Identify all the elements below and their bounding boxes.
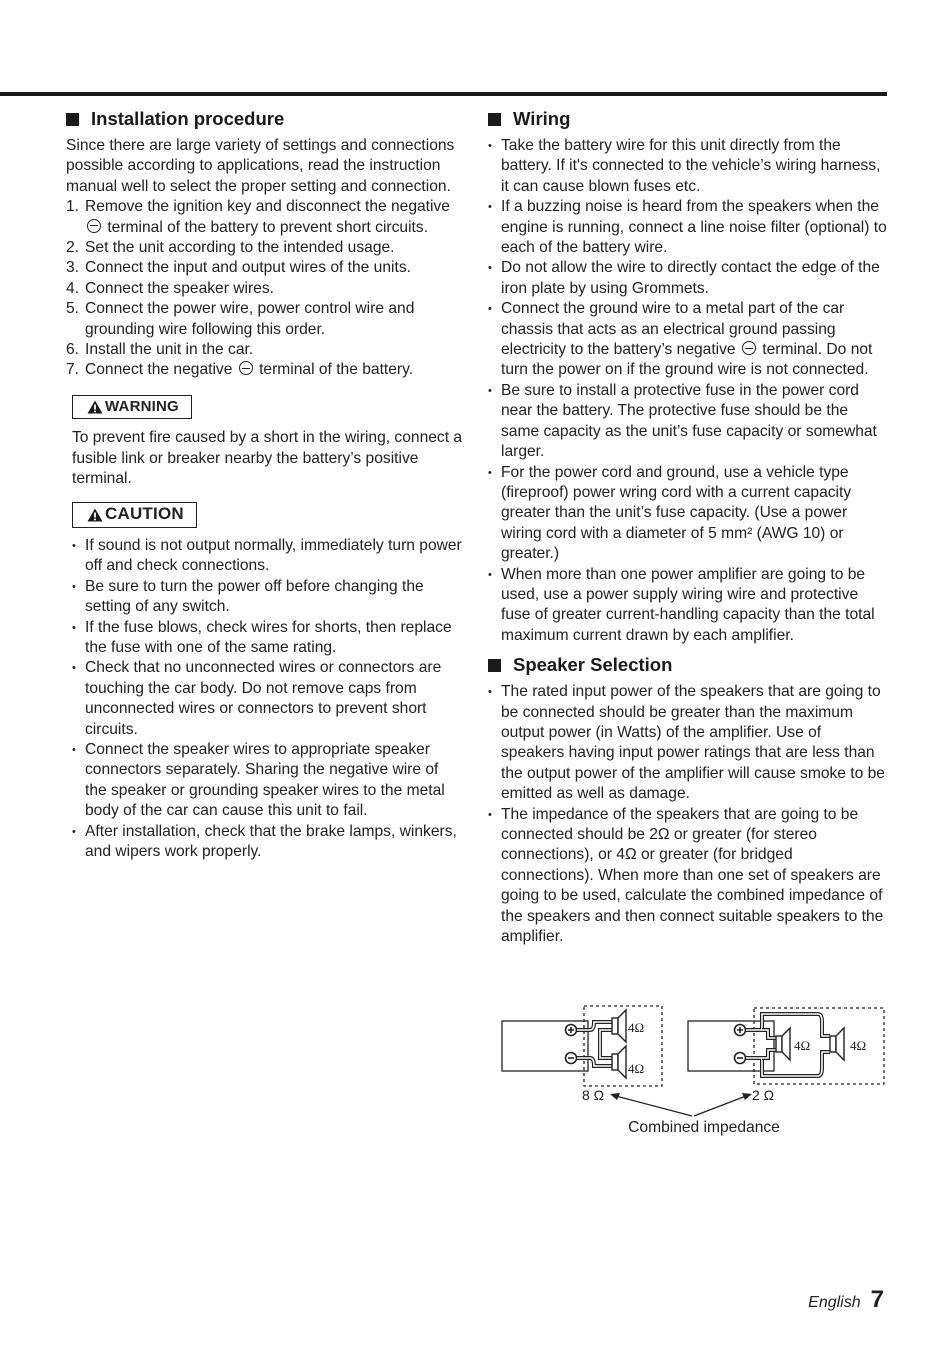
list-item: 1. Remove the ignition key and disconnect the negative terminal of the battery to prevent short circuits. bbox=[66, 198, 450, 236]
list-item: • Check that no unconnected wires or connectors are touching the car body. Do not remove caps from unconnected wires or connectors to prevent short circuits. bbox=[72, 658, 464, 740]
list-item: • Take the battery wire for this unit directly from the battery. If it's connected to the vehicle’s wiring harness, it can cause blown fuses etc. bbox=[488, 136, 888, 197]
parallel-inner-impedance: 4Ω bbox=[794, 1038, 811, 1053]
series-total-impedance: 8 Ω bbox=[582, 1087, 605, 1103]
negative-terminal-icon bbox=[742, 341, 756, 355]
caution-list bbox=[72, 536, 464, 863]
impedance-diagram bbox=[500, 1000, 890, 1140]
list-item: • If a buzzing noise is heard from the speakers when the engine is running, connect a line noise filter (optional) to each of the battery wire. bbox=[488, 197, 888, 258]
list-item: • For the power cord and ground, use a vehicle type (fireproof) power wring cord with a current capacity greater than the unit’s fuse capacity. (Use a power wiring cord with a diameter of 5 mm² (AWG 10) or greater.) bbox=[488, 463, 888, 565]
negative-terminal-icon bbox=[87, 219, 101, 233]
installation-heading: Installation procedure bbox=[66, 106, 464, 132]
page-number: 7 bbox=[870, 1286, 884, 1313]
list-item: • The rated input power of the speakers that are going to be connected should be greater than the maximum output power (in Watts) of the amplifier. Use of speakers having input power ratings that are less than the output power of the amplifier will cause smoke to be emitted as well as damage. bbox=[488, 682, 888, 804]
warning-block bbox=[66, 395, 464, 490]
list-item: • After installation, check that the brake lamps, winkers, and wipers work properly. bbox=[72, 822, 464, 863]
caution-label: CAUTION bbox=[72, 502, 197, 528]
language-label: English bbox=[808, 1294, 861, 1311]
right-column bbox=[488, 106, 888, 947]
list-item: 6. Install the unit in the car. bbox=[66, 341, 254, 359]
left-column bbox=[66, 106, 464, 862]
list-item: • Do not allow the wire to directly contact the edge of the iron plate by using Grommets. bbox=[488, 258, 888, 299]
list-item: 7. Connect the negative terminal of the battery. bbox=[66, 361, 414, 379]
list-item: • Connect the speaker wires to appropriate speaker connectors separately. Sharing the negative wire of the speaker or grounding speaker wires to the metal body of the car can cause this unit to fail. bbox=[72, 740, 464, 822]
list-item: 2. Set the unit according to the intended usage. bbox=[66, 239, 395, 257]
list-item: • If the fuse blows, check wires for shorts, then replace the fuse with one of the same rating. bbox=[72, 618, 464, 659]
warning-label: WARNING bbox=[72, 395, 192, 419]
wiring-list bbox=[488, 136, 888, 646]
top-rule bbox=[0, 92, 887, 96]
page-footer bbox=[808, 1286, 884, 1314]
installation-steps bbox=[66, 197, 464, 381]
speaker-icon bbox=[776, 1028, 790, 1060]
list-item: • The impedance of the speakers that are going to be connected should be 2Ω or greater (for stereo connections), or 4Ω or greater (for bridged connections). When more than one set of speakers are going to be used, calculate the combined impedance of the speakers and then connect suitable speakers to the amplifier. bbox=[488, 805, 888, 948]
speaker-icon bbox=[612, 1046, 626, 1078]
speaker-icon bbox=[612, 1010, 626, 1042]
parallel-total-impedance: 2 Ω bbox=[752, 1087, 775, 1103]
wiring-heading: Wiring bbox=[488, 106, 888, 132]
list-item: 5. Connect the power wire, power control wire and grounding wire following this order. bbox=[66, 300, 415, 338]
warning-triangle-icon bbox=[87, 508, 103, 522]
heading-square-icon bbox=[66, 113, 79, 126]
series-connection bbox=[502, 1006, 662, 1103]
caution-block bbox=[66, 502, 464, 863]
warning-triangle-icon bbox=[87, 400, 103, 414]
parallel-connection bbox=[688, 1008, 884, 1103]
heading-square-icon bbox=[488, 113, 501, 126]
list-item: • Connect the ground wire to a metal part of the car chassis that acts as an electrical ground passing electricity to the battery’s negative terminal. Do not turn the power on if the ground wire is not connected. bbox=[488, 299, 888, 381]
pointer-arrows bbox=[610, 1093, 752, 1116]
speaker-selection-list bbox=[488, 682, 888, 947]
series-bottom-impedance: 4Ω bbox=[628, 1061, 645, 1076]
list-item: 4. Connect the speaker wires. bbox=[66, 279, 274, 297]
negative-terminal-icon bbox=[239, 361, 253, 375]
list-item: • Be sure to turn the power off before changing the setting of any switch. bbox=[72, 577, 464, 618]
parallel-outer-impedance: 4Ω bbox=[850, 1038, 867, 1053]
list-item: • If sound is not output normally, immediately turn power off and check connections. bbox=[72, 536, 464, 577]
installation-intro: Since there are large variety of settings and connections possible according to applications, read the instruction manual well to select the proper setting and connection. bbox=[66, 137, 455, 195]
warning-text: To prevent fire caused by a short in the wiring, connect a fusible link or breaker nearby the battery’s positive terminal. bbox=[72, 429, 463, 488]
list-item: • Be sure to install a protective fuse in the power cord near the battery. The protective fuse should be the same capacity as the unit’s fuse capacity or somewhat larger. bbox=[488, 381, 888, 463]
speaker-selection-heading: Speaker Selection bbox=[488, 652, 888, 678]
list-item: • When more than one power amplifier are going to be used, use a power supply wiring wire and protective fuse of greater current-handling capacity than the total maximum current drawn by each amplifier. bbox=[488, 565, 888, 647]
series-top-impedance: 4Ω bbox=[628, 1020, 645, 1035]
speaker-icon bbox=[830, 1028, 844, 1060]
list-item: 3. Connect the input and output wires of the units. bbox=[66, 259, 411, 277]
diagram-caption: Combined impedance bbox=[628, 1119, 780, 1136]
heading-square-icon bbox=[488, 659, 501, 672]
